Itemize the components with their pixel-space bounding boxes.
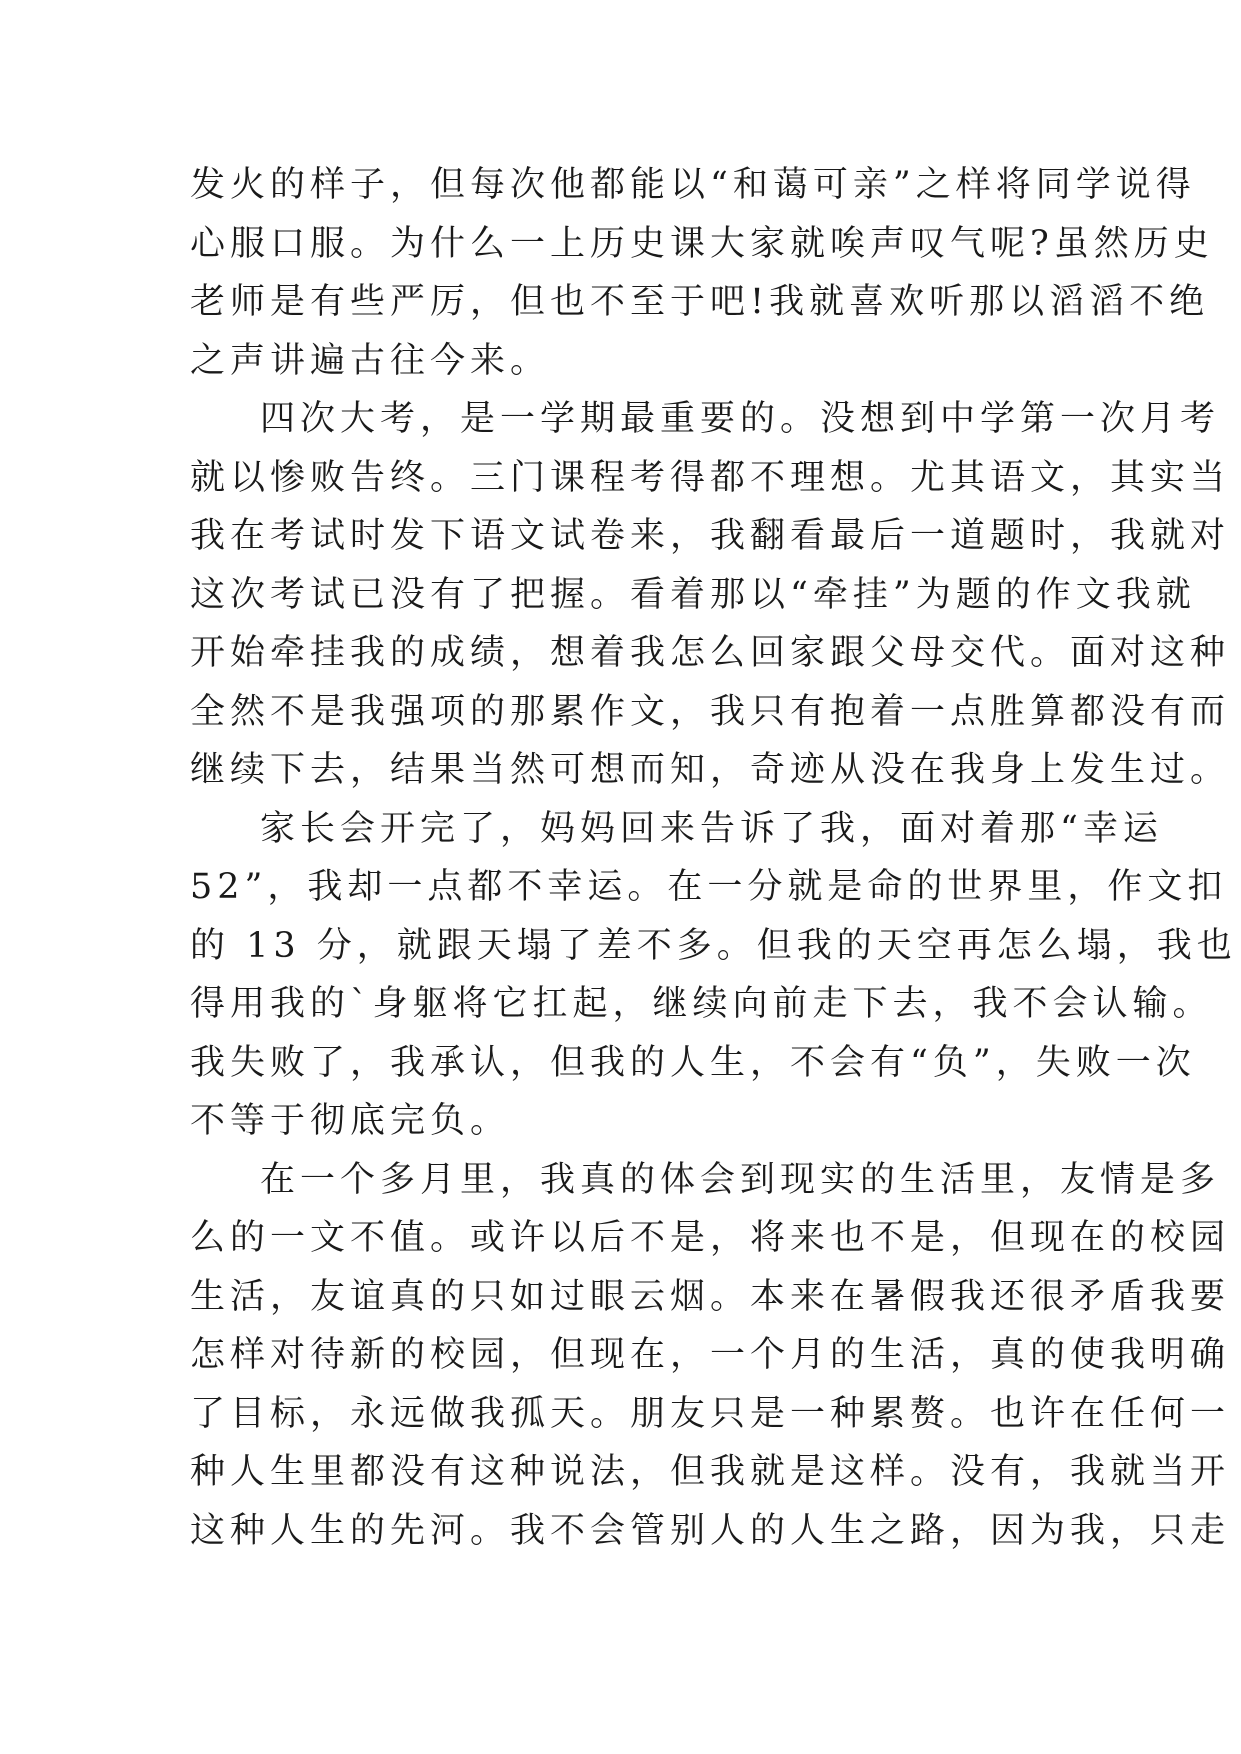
- text-line: 开始牵挂我的成绩，想着我怎么回家跟父母交代。面对这种: [190, 633, 1231, 673]
- text-line: 就以惨败告终。三门课程考得都不理想。尤其语文，其实当: [190, 457, 1231, 498]
- essay-text-body: [190, 156, 1237, 1560]
- text-line: 全然不是我强项的那累作文，我只有抱着一点胜算都没有而: [190, 691, 1231, 732]
- text-line: 心服口服。为什么一上历史课大家就唉声叹气呢?虽然历史: [190, 223, 1214, 264]
- text-line: 这种人生的先河。我不会管别人的人生之路，因为我，只走: [190, 1510, 1231, 1551]
- paragraph-first-line: 四次大考，是一学期最重要的。没想到中学第一次月考: [260, 399, 1221, 439]
- text-line: 52”，我却一点都不幸运。在一分就是命的世界里，作文扣: [190, 867, 1228, 907]
- text-line: 之声讲遍古往今来。: [190, 340, 551, 381]
- text-line: 老师是有些严厉，但也不至于吧!我就喜欢听那以滔滔不绝: [190, 282, 1210, 322]
- text-line: 这次考试已没有了把握。看着那以“牵挂”为题的作文我就: [190, 574, 1196, 615]
- text-line: 得用我的`身躯将它扛起，继续向前走下去，我不会认输。: [190, 984, 1213, 1024]
- text-line: 么的一文不值。或许以后不是，将来也不是，但现在的校园: [190, 1218, 1231, 1258]
- text-line: 不等于彻底完负。: [190, 1101, 511, 1141]
- paragraph-first-line: 家长会开完了，妈妈回来告诉了我，面对着那“幸运: [260, 808, 1163, 849]
- text-line: 种人生里都没有这种说法，但我就是这样。没有，我就当开: [190, 1452, 1231, 1492]
- text-line: 的 13 分，就跟天塌了差不多。但我的天空再怎么塌，我也: [190, 925, 1237, 966]
- text-line: 了目标，永远做我孤天。朋友只是一种累赘。也许在任何一: [190, 1393, 1231, 1434]
- text-line: 生活，友谊真的只如过眼云烟。本来在暑假我还很矛盾我要: [190, 1276, 1231, 1317]
- text-line: 怎样对待新的校园，但现在，一个月的生活，真的使我明确: [190, 1335, 1231, 1375]
- text-line: 我失败了，我承认，但我的人生，不会有“负”，失败一次: [190, 1042, 1196, 1083]
- text-line: 继续下去，结果当然可想而知，奇迹从没在我身上发生过。: [190, 750, 1231, 790]
- text-line: 发火的样子，但每次他都能以“和蔼可亲”之样将同学说得: [190, 165, 1196, 205]
- text-line: 我在考试时发下语文试卷来，我翻看最后一道题时，我就对: [190, 516, 1231, 556]
- paragraph-first-line: 在一个多月里，我真的体会到现实的生活里，友情是多: [260, 1159, 1221, 1200]
